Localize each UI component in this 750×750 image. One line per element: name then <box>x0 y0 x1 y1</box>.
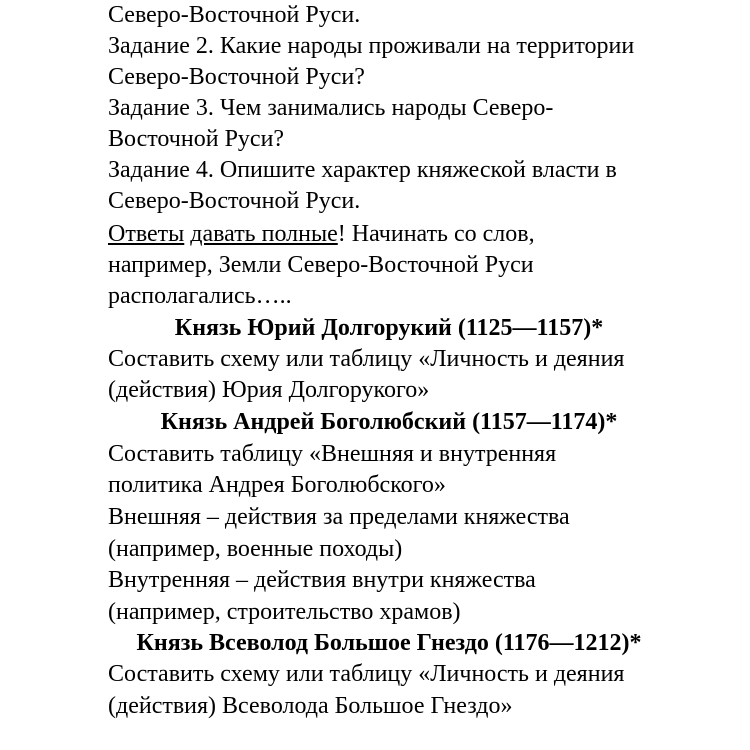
section-vsevolod-body-1: Составить схему или таблицу «Личность и деяния <box>108 661 625 687</box>
answers-note-line-2: например, Земли Северо-Восточной Руси <box>108 252 534 278</box>
section-andrei-body-5: Внутренняя – действия внутри княжества <box>108 567 536 593</box>
section-andrei-body-1: Составить таблицу «Внешняя и внутренняя <box>108 441 557 467</box>
task-1-continuation: Северо-Восточной Руси. <box>108 2 361 28</box>
answers-note-rest: Начинать со слов, <box>345 221 535 247</box>
task-3-line-1: Задание 3. Чем занимались народы Северо- <box>108 95 554 121</box>
section-andrei-body-6: (например, строительство храмов) <box>108 599 461 625</box>
answers-note-exclaim: ! <box>337 221 346 247</box>
task-2-line-1: Задание 2. Какие народы проживали на территории <box>108 33 635 59</box>
answers-note-underlined-1: Ответы <box>108 221 185 247</box>
task-3-line-2: Восточной Руси? <box>108 126 285 152</box>
answers-note-line-3: располагались….. <box>108 283 292 309</box>
section-heading-vsevolod: Князь Всеволод Большое Гнездо (1176—1212)* <box>136 630 642 656</box>
task-4-line-2: Северо-Восточной Руси. <box>108 188 361 214</box>
section-vsevolod-body-2: (действия) Всеволода Большое Гнездо» <box>108 693 513 719</box>
section-andrei-body-3: Внешняя – действия за пределами княжества <box>108 504 570 530</box>
section-heading-yuri: Князь Юрий Долгорукий (1125—1157)* <box>174 315 604 341</box>
section-andrei-body-2: политика Андрея Боголюбского» <box>108 472 446 498</box>
answers-note-line-1 <box>108 219 535 250</box>
task-2-line-2: Северо-Восточной Руси? <box>108 64 365 90</box>
section-yuri-body-2: (действия) Юрия Долгорукого» <box>108 377 430 403</box>
section-heading-andrei: Князь Андрей Боголюбский (1157—1174)* <box>160 409 618 435</box>
section-yuri-body-1: Составить схему или таблицу «Личность и деяния <box>108 346 625 372</box>
task-4-line-1: Задание 4. Опишите характер княжеской власти в <box>108 157 617 183</box>
answers-note-underlined-2: давать полные <box>190 221 338 247</box>
section-andrei-body-4: (например, военные походы) <box>108 536 403 562</box>
